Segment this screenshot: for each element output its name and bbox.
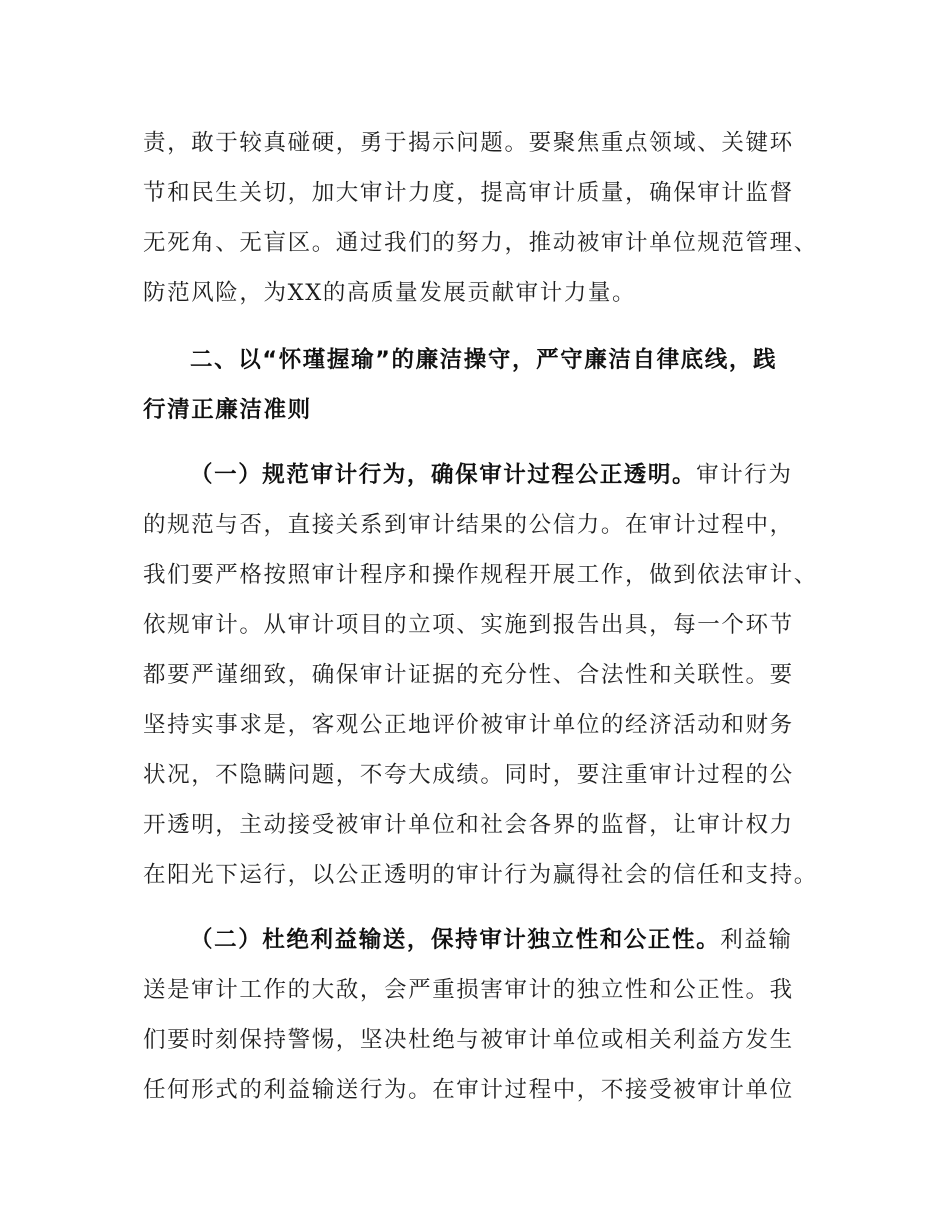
paragraph-line: 送是审计工作的大敌，会严重损害审计的独立性和公正性。我 [143, 977, 794, 1003]
paragraph-line: 在阳光下运行，以公正透明的审计行为赢得社会的信任和支持。 [143, 862, 818, 888]
paragraph-line: 依规审计。从审计项目的立项、实施到报告出具，每一个环节 [143, 612, 794, 638]
paragraph-text: 利益输 [720, 927, 793, 953]
paragraph-line: 们要时刻保持警惕，坚决杜绝与被审计单位或相关利益方发生 [143, 1027, 794, 1053]
paragraph-line: 任何形式的利益输送行为。在审计过程中，不接受被审计单位 [143, 1077, 794, 1103]
section-heading: 二、以“怀瑾握瑜”的廉洁操守，严守廉洁自律底线，践 [190, 347, 778, 373]
paragraph-text: 审计行为 [696, 462, 793, 488]
paragraph-line: 无死角、无盲区。通过我们的努力，推动被审计单位规范管理、 [143, 230, 818, 256]
paragraph-line: 我们要严格按照审计程序和操作规程开展工作，做到依法审计、 [143, 562, 818, 588]
paragraph-line: 责，敢于较真碰硬，勇于揭示问题。要聚焦重点领域、关键环 [143, 130, 794, 156]
subsection-title: （二）杜绝利益输送，保持审计独立性和公正性。 [190, 927, 721, 953]
paragraph-line: 开透明，主动接受被审计单位和社会各界的监督，让审计权力 [143, 812, 794, 838]
paragraph-line: 防范风险，为XX的高质量发展贡献审计力量。 [143, 280, 637, 306]
paragraph-line: 坚持实事求是，客观公正地评价被审计单位的经济活动和财务 [143, 712, 794, 738]
paragraph-line: 的规范与否，直接关系到审计结果的公信力。在审计过程中， [143, 512, 794, 538]
section-heading: 行清正廉洁准则 [143, 397, 312, 423]
subsection-title: （一）规范审计行为，确保审计过程公正透明。 [190, 462, 697, 488]
paragraph-line: 状况，不隐瞒问题，不夸大成绩。同时，要注重审计过程的公 [143, 762, 794, 788]
paragraph-line: 都要严谨细致，确保审计证据的充分性、合法性和关联性。要 [143, 662, 794, 688]
paragraph-line: 节和民生关切，加大审计力度，提高审计质量，确保审计监督 [143, 180, 794, 206]
subsection-first-line [190, 922, 890, 958]
subsection-first-line [190, 457, 890, 493]
